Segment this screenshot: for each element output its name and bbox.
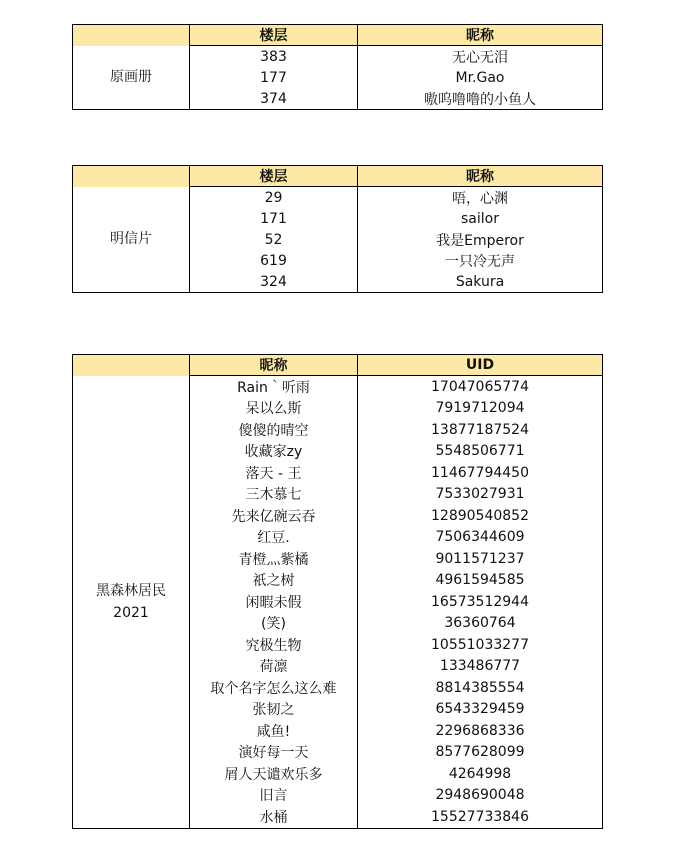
floor-cell: 171 [190,208,358,229]
uid-cell: 7506344609 [358,527,603,549]
nickname-cell: 咸鱼! [190,720,358,742]
uid-cell: 12890540852 [358,505,603,527]
nickname-cell: 先来亿碗云吞 [190,505,358,527]
category-line-1: 黑森林居民 [96,582,166,599]
uid-cell: 8577628099 [358,742,603,764]
category-cell: 原画册 [73,46,190,110]
nickname-cell: 红豆. [190,527,358,549]
header-blank-cell [73,166,190,187]
column-header-uid: UID [358,355,603,376]
nickname-cell: 演好每一天 [190,742,358,764]
nickname-cell: 青橙灬紫橘 [190,548,358,570]
floor-cell: 619 [190,250,358,271]
column-header-nickname: 昵称 [190,355,358,376]
nickname-cell: 唔，心渊 [358,187,603,209]
nickname-cell: 荷凛 [190,656,358,678]
column-header-nickname: 昵称 [358,25,603,46]
nickname-cell: 旧言 [190,785,358,807]
column-header-floor: 楼层 [190,166,358,187]
uid-cell: 4264998 [358,763,603,785]
floor-cell: 324 [190,271,358,293]
table-row [73,187,603,209]
nickname-cell: 取个名字怎么这么难 [190,677,358,699]
uid-cell: 2948690048 [358,785,603,807]
nickname-cell: 闲暇未假 [190,591,358,613]
nickname-cell: 收藏家zy [190,441,358,463]
nickname-cell: 呆以么斯 [190,398,358,420]
uid-cell: 10551033277 [358,634,603,656]
table-row [73,46,603,68]
nickname-cell: (笑) [190,613,358,635]
nickname-cell: 落天 - 王 [190,462,358,484]
column-header-floor: 楼层 [190,25,358,46]
floor-cell: 52 [190,229,358,250]
table-row [73,376,603,398]
nickname-cell: 三木慕七 [190,484,358,506]
nickname-cell: Mr.Gao [358,67,603,88]
uid-cell: 133486777 [358,656,603,678]
nickname-cell: sailor [358,208,603,229]
floor-cell: 374 [190,88,358,110]
uid-cell: 2296868336 [358,720,603,742]
header-row [73,25,603,46]
uid-cell: 16573512944 [358,591,603,613]
uid-cell: 36360764 [358,613,603,635]
nickname-cell: Rain｀听雨 [190,376,358,398]
category-cell [73,376,190,829]
nickname-cell: 嗷呜噜噜的小鱼人 [358,88,603,110]
header-row [73,166,603,187]
nickname-cell: Sakura [358,271,603,293]
nickname-cell: 一只冷无声 [358,250,603,271]
header-blank-cell [73,25,190,46]
floor-cell: 383 [190,46,358,68]
uid-cell: 5548506771 [358,441,603,463]
uid-cell: 7533027931 [358,484,603,506]
uid-cell: 4961594585 [358,570,603,592]
nickname-cell: 屑人天谴欢乐多 [190,763,358,785]
nickname-cell: 究极生物 [190,634,358,656]
nickname-cell: 张韧之 [190,699,358,721]
award-table-postcard [72,165,603,293]
award-table-picture-book [72,24,603,110]
floor-cell: 177 [190,67,358,88]
category-line-2: 2021 [113,604,149,621]
header-row [73,355,603,376]
nickname-cell: 祇之树 [190,570,358,592]
uid-cell: 7919712094 [358,398,603,420]
floor-cell: 29 [190,187,358,209]
uid-cell: 17047065774 [358,376,603,398]
award-table-black-forest [72,354,603,829]
uid-cell: 9011571237 [358,548,603,570]
nickname-cell: 水桶 [190,806,358,828]
nickname-cell: 傻傻的晴空 [190,419,358,441]
uid-cell: 6543329459 [358,699,603,721]
category-cell: 明信片 [73,187,190,293]
nickname-cell: 我是Emperor [358,229,603,250]
uid-cell: 8814385554 [358,677,603,699]
uid-cell: 13877187524 [358,419,603,441]
uid-cell: 15527733846 [358,806,603,828]
column-header-nickname: 昵称 [358,166,603,187]
uid-cell: 11467794450 [358,462,603,484]
nickname-cell: 无心无泪 [358,46,603,68]
header-blank-cell [73,355,190,376]
